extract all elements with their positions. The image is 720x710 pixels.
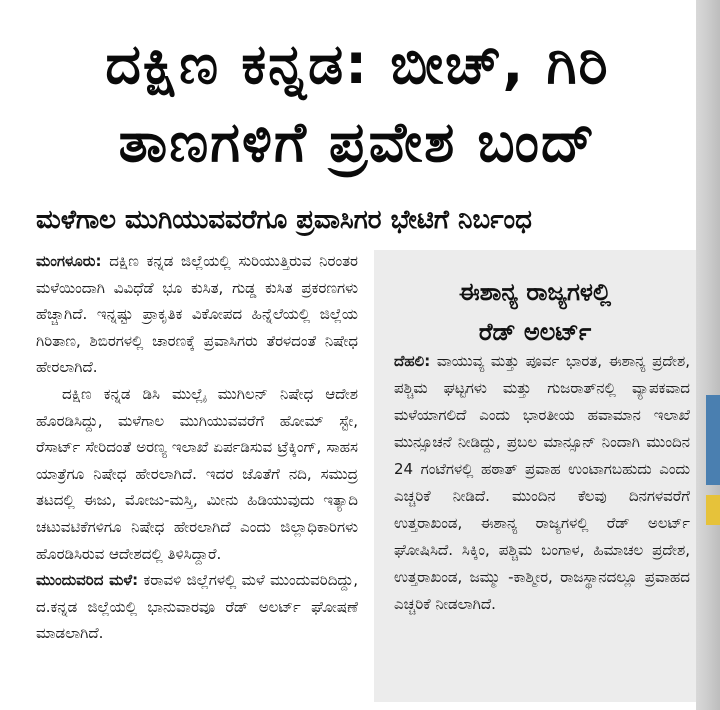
- main-article-para-2: ದಕ್ಷಿಣ ಕನ್ನಡ ಡಿಸಿ ಮುಲ್ಲೈ ಮುಗಿಲನ್ ನಿಷೇಧ ಆದೇಶ ಹೊರಡಿಸಿದ್ದು, ಮಳೆಗಾಲ ಮುಗಿಯುವವರೆಗೆ ಹೋಮ್ ಸ್ಟೇ, ರೆಸಾರ್ಟ್ ಸೇರಿದಂತೆ ಅರಣ್ಯ ಇಲಾಖೆ ಏರ್ಪಡಿಸುವ ಟ್ರೆಕ್ಕಿಂಗ್, ಸಾಹಸ ಯಾತ್ರೆಗೂ ನಿಷೇಧ ಹೇರಲಾಗಿದೆ. ಇದರ ಜೊತೆಗೆ ನದಿ, ಸಮುದ್ರ ತಟದಲ್ಲಿ ಈಜು, ಮೋಜು-ಮಸ್ತಿ, ಮೀನು ಹಿಡಿಯುವುದು ಇತ್ಯಾದಿ ಚಟುವಟಿಕೆಗಳಿಗೂ ನಿಷೇಧ ಹೇರಲಾಗಿದೆ ಎಂದು ಜಿಲ್ಲಾಧಿಕಾರಿಗಳು ಹೊರಡಿಸಿರುವ ಆದೇಶದಲ್ಲಿ ತಿಳಿಸಿದ್ದಾರೆ.: [36, 384, 358, 563]
- sidebar-article-body: [394, 348, 690, 618]
- subheadline: ಮಳೆಗಾಲ ಮುಗಿಯುವವರೆಗೂ ಪ್ರವಾಸಿಗರ ಭೇಟಿಗೆ ನಿರ್ಬಂಧ: [36, 205, 532, 235]
- sidebar-article-box: [374, 250, 696, 702]
- sidebar-title-line-1: ಈಶಾನ್ಯ ರಾಜ್ಯಗಳಲ್ಲಿ: [458, 278, 612, 306]
- main-article-para-3: [36, 567, 358, 647]
- page-edge-strip: [696, 0, 720, 710]
- headline-line-2: ತಾಣಗಳಿಗೆ ಪ್ರವೇಶ ಬಂದ್: [118, 110, 597, 174]
- headline-line-1: ದಕ್ಷಿಣ ಕನ್ನಡ: ಬೀಚ್, ಗಿರಿ: [105, 32, 610, 96]
- edge-photo-yellow: [706, 495, 720, 525]
- sidebar-article-title: [374, 272, 696, 352]
- para-3-text: ಕರಾವಳಿ ಜಿಲ್ಲೆಗಳಲ್ಲಿ ಮಳೆ ಮುಂದುವರಿದಿದ್ದು, ದ.ಕನ್ನಡ ಜಿಲ್ಲೆಯಲ್ಲಿ ಭಾನುವಾರವೂ ರೆಡ್ ಅಲರ್ಟ್ ಘೋಷಣೆ ಮಾಡಲಾಗಿದೆ.: [36, 571, 358, 643]
- edge-photo-blue: [706, 395, 720, 485]
- main-article: [36, 248, 358, 647]
- sidebar-title-line-2: ರೆಡ್ ಅಲರ್ಟ್: [478, 318, 592, 346]
- para-3-lead: ಮುಂದುವರಿದ ಮಳೆ:: [36, 571, 139, 590]
- dateline: ಮಂಗಳೂರು:: [36, 252, 102, 270]
- para-1-text: ದಕ್ಷಿಣ ಕನ್ನಡ ಜಿಲ್ಲೆಯಲ್ಲಿ ಸುರಿಯುತ್ತಿರುವ ನಿರಂತರ ಮಳೆಯಿಂದಾಗಿ ವಿವಿಧೆಡೆ ಭೂ ಕುಸಿತ, ಗುಡ್ಡ ಕುಸಿತ ಪ್ರಕರಣಗಳು ಹೆಚ್ಚಾಗಿದೆ. ಇನ್ನಷ್ಟು ಪ್ರಾಕೃತಿಕ ವಿಕೋಪದ ಹಿನ್ನೆಲೆಯಲ್ಲಿ ಜಿಲ್ಲೆಯ ಗಿರಿತಾಣ, ಶಿಬಿರಗಳಲ್ಲಿ ಚಾರಣಕ್ಕೆ ಪ್ರವಾಸಿಗರು ತೆರಳದಂತೆ ನಿಷೇಧ ಹೇರಲಾಗಿದೆ.: [36, 252, 358, 377]
- sidebar-body-text: ವಾಯುವ್ಯ ಮತ್ತು ಪೂರ್ವ ಭಾರತ, ಈಶಾನ್ಯ ಪ್ರದೇಶ, ಪಶ್ಚಿಮ ಘಟ್ಟಗಳು ಮತ್ತು ಗುಜರಾತ್‌ನಲ್ಲಿ ವ್ಯಾಪಕವಾದ ಮಳೆಯಾಗಲಿದೆ ಎಂದು ಭಾರತೀಯ ಹವಾಮಾನ ಇಲಾಖೆ ಮುನ್ಸೂಚನೆ ನೀಡಿದ್ದು, ಪ್ರಬಲ ಮಾನ್ಸೂನ್ ನಿಂದಾಗಿ ಮುಂದಿನ 24 ಗಂಟೆಗಳಲ್ಲಿ ಹಠಾತ್ ಪ್ರವಾಹ ಉಂಟಾಗಬಹುದು ಎಂದು ಎಚ್ಚರಿಕೆ ನೀಡಿದೆ. ಮುಂದಿನ ಕೆಲವು ದಿನಗಳವರೆಗೆ ಉತ್ತರಾಖಂಡ, ಈಶಾನ್ಯ ರಾಜ್ಯಗಳಲ್ಲಿ ರೆಡ್ ಅಲರ್ಟ್ ಘೋಷಿಸಿದೆ. ಸಿಕ್ಕಿಂ, ಪಶ್ಚಿಮ ಬಂಗಾಳ, ಹಿಮಾಚಲ ಪ್ರದೇಶ, ಉತ್ತರಾಖಂಡ, ಜಮ್ಮು -ಕಾಶ್ಮೀರ, ರಾಜಸ್ಥಾನದಲ್ಲೂ ಪ್ರವಾಹದ ಎಚ್ಚರಿಕೆ ನೀಡಲಾಗಿದೆ.: [394, 352, 690, 613]
- sidebar-dateline: ದೆಹಲಿ:: [394, 352, 431, 370]
- headline: [30, 25, 685, 181]
- main-article-para-1: [36, 248, 358, 381]
